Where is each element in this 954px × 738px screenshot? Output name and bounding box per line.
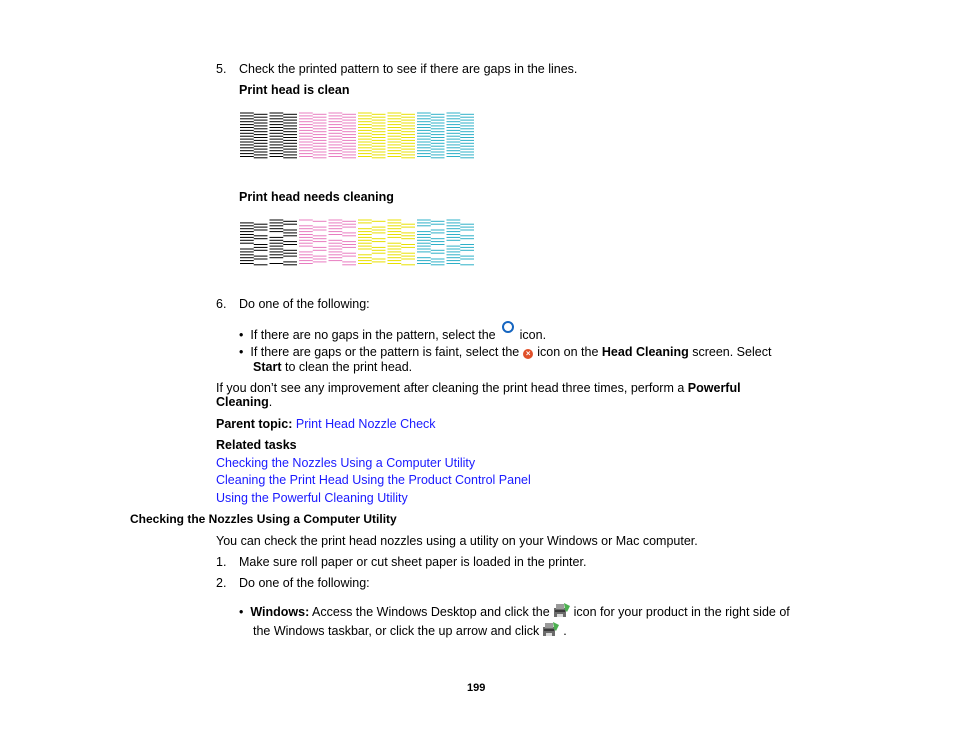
bullet-2-start: Start [253, 360, 282, 374]
nozzle-pattern-clean [239, 112, 479, 160]
parent-topic [216, 417, 436, 432]
step-6-number: 6. [216, 297, 227, 311]
related-tasks-heading: Related tasks [216, 438, 297, 452]
needs-cleaning-heading: Print head needs cleaning [239, 190, 394, 204]
step-1-number: 1. [216, 555, 227, 569]
improve-bold-1: Powerful [687, 381, 741, 395]
windows-pre: Access the Windows Desktop and click the [312, 605, 550, 619]
epson-utility-icon [553, 602, 571, 623]
bullet-2-post: screen. Select [692, 345, 772, 359]
bullet-2-pre: If there are gaps or the pattern is faint, select the [250, 345, 520, 359]
improve-pre: If you don’t see any improvement after cleaning the print head three times, perform a [216, 381, 685, 395]
windows-line-2 [253, 621, 567, 642]
nozzle-pattern-needs-cleaning [239, 219, 479, 267]
windows-line2-pre: the Windows taskbar, or click the up arrow and click [253, 624, 540, 638]
section-heading: Checking the Nozzles Using a Computer Utility [130, 512, 397, 526]
circle-o-icon [502, 321, 514, 333]
step-5-text: Check the printed pattern to see if there are gaps in the lines. [239, 62, 578, 76]
bullet-1-post: icon. [519, 328, 547, 342]
bullet-dot: • [239, 605, 244, 619]
bullet-1 [239, 324, 546, 343]
step-5-number: 5. [216, 62, 227, 76]
windows-post: icon for your product in the right side of [573, 605, 790, 619]
related-link-powerful-cleaning[interactable]: Using the Powerful Cleaning Utility [216, 491, 408, 505]
parent-topic-label: Parent topic: [216, 417, 293, 431]
bullet-2-mid: icon on the [537, 345, 599, 359]
cancel-x-icon: × [523, 349, 533, 359]
bullet-2 [239, 345, 771, 360]
parent-topic-link[interactable]: Print Head Nozzle Check [295, 417, 436, 431]
step-6-text: Do one of the following: [239, 297, 370, 311]
bullet-dot: • [239, 345, 244, 359]
windows-label: Windows: [250, 605, 310, 619]
improve-line-2 [216, 395, 272, 410]
bullet-2-line-2 [253, 360, 412, 375]
related-link-control-panel[interactable]: Cleaning the Print Head Using the Product Control Panel [216, 473, 531, 487]
bullet-dot: • [239, 328, 244, 342]
step-2-number: 2. [216, 576, 227, 590]
section-intro: You can check the print head nozzles using a utility on your Windows or Mac computer. [216, 534, 698, 548]
bullet-2-line2-post: to clean the print head. [284, 360, 413, 374]
improve-bold-2: Cleaning [216, 395, 269, 409]
step-2-text: Do one of the following: [239, 576, 370, 590]
clean-heading: Print head is clean [239, 83, 350, 97]
epson-utility-icon [542, 621, 560, 642]
windows-line2-post: . [563, 624, 567, 638]
bullet-1-pre: If there are no gaps in the pattern, select the [250, 328, 496, 342]
related-link-computer-utility[interactable]: Checking the Nozzles Using a Computer Utility [216, 456, 476, 470]
improve-line-1 [216, 381, 741, 396]
page-number: 199 [467, 682, 486, 694]
step-1-text: Make sure roll paper or cut sheet paper is loaded in the printer. [239, 555, 587, 569]
bullet-2-bold: Head Cleaning [601, 345, 689, 359]
windows-bullet [239, 602, 790, 623]
improve-post: . [268, 395, 273, 409]
